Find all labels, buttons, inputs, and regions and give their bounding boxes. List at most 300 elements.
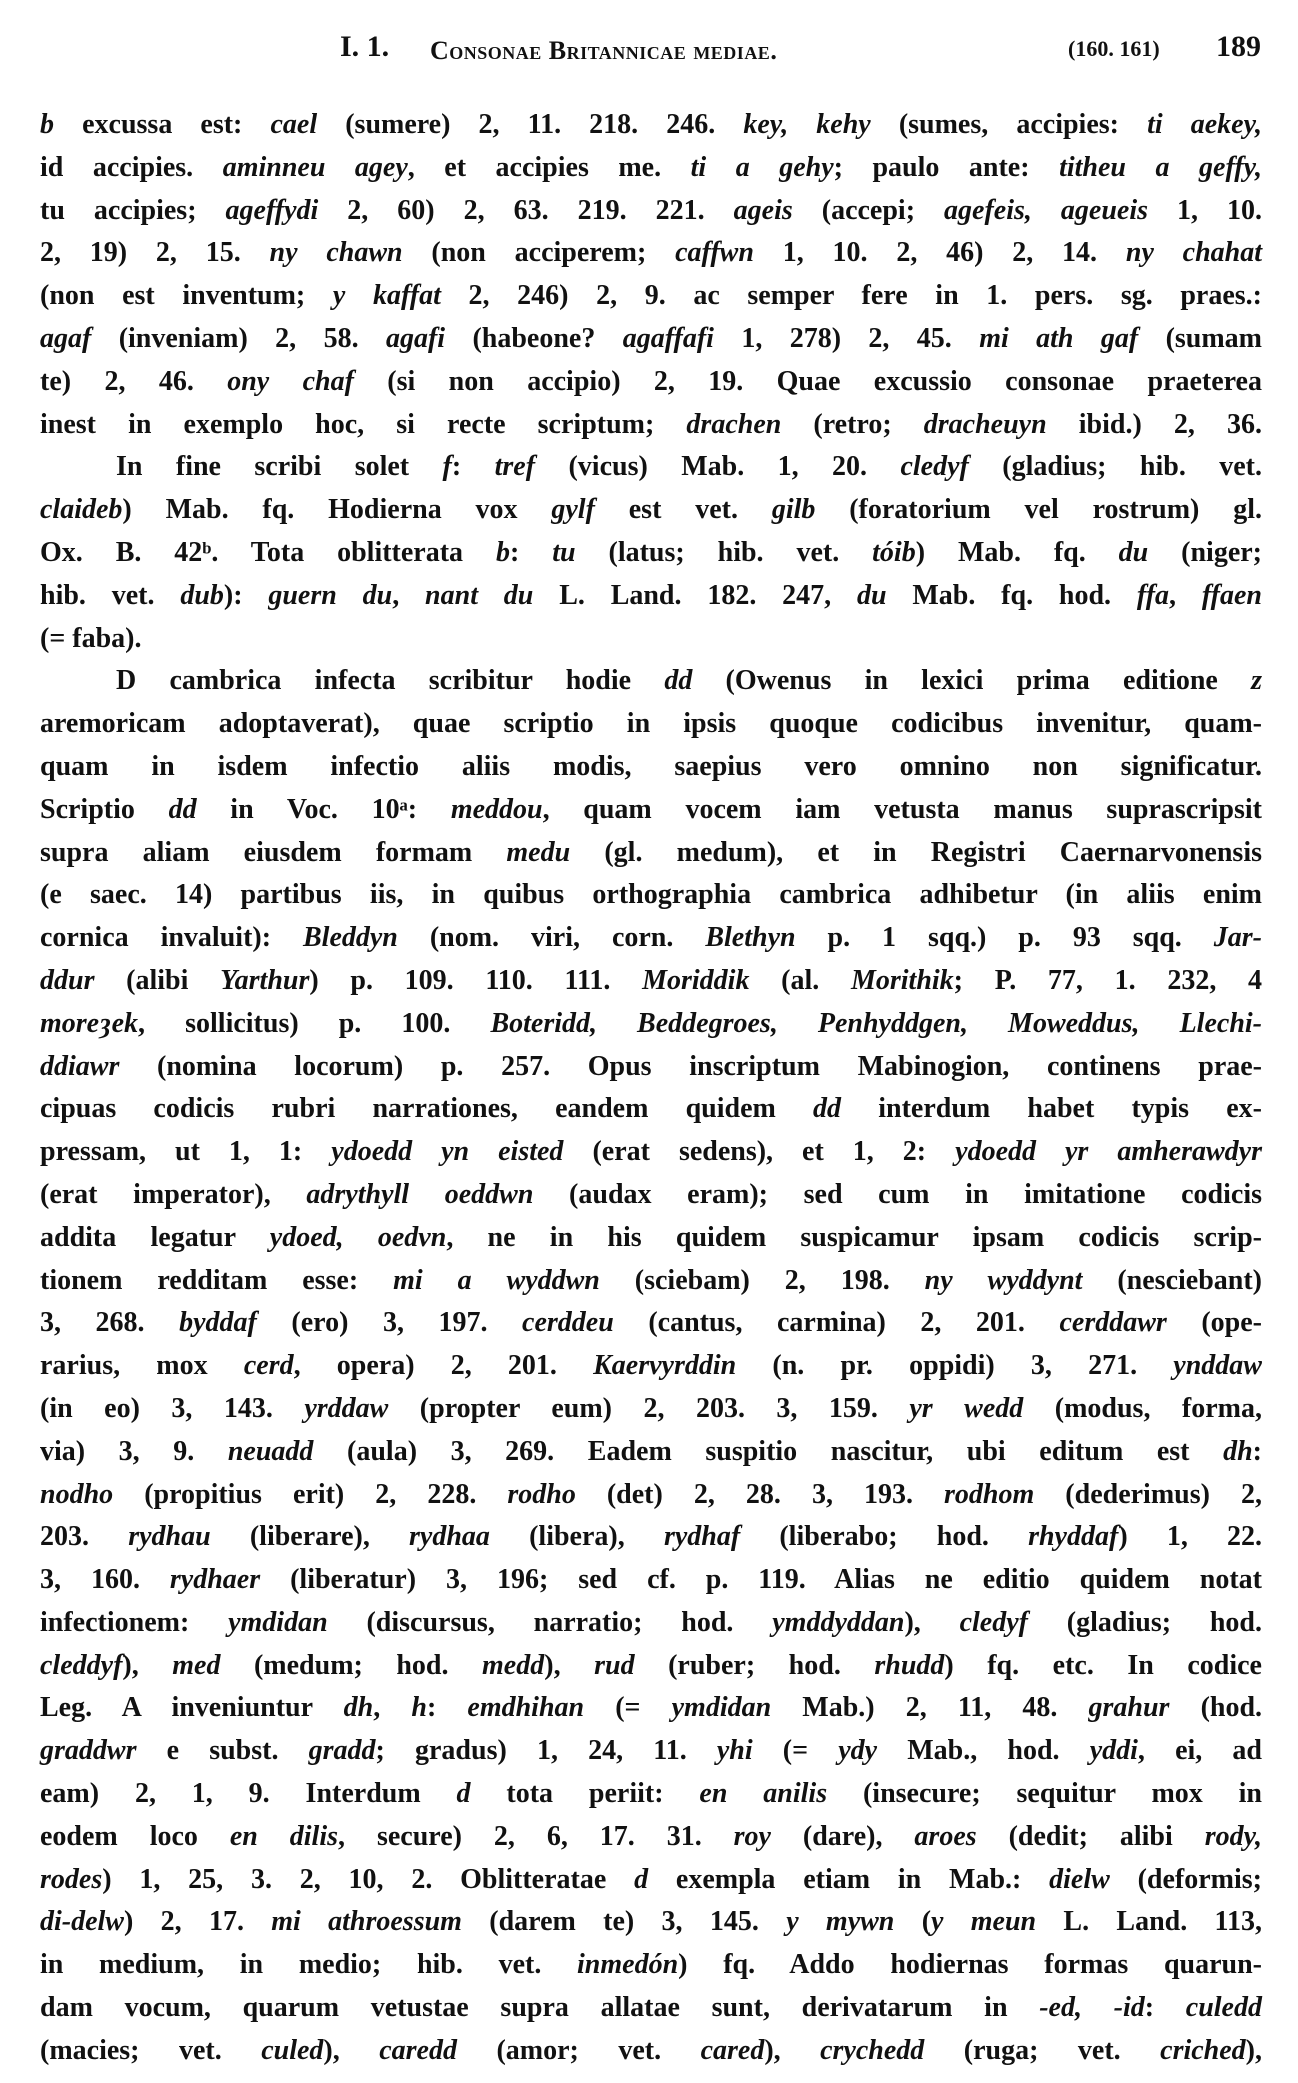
- italic-term: rud: [594, 1649, 635, 1681]
- text-run: (nesciebant): [1082, 1264, 1263, 1296]
- italic-term: rydhau: [128, 1521, 211, 1553]
- text-run: (Owenus in lexici prima editione: [692, 665, 1252, 697]
- text-run: ) Mab. fq.: [915, 536, 1119, 568]
- text-run: e subst.: [136, 1735, 309, 1767]
- text-line: [40, 404, 1262, 447]
- italic-term: f: [442, 451, 452, 483]
- text-run: :: [451, 451, 495, 483]
- text-line: [40, 318, 1262, 361]
- text-run: dam vocum, quarum vetustae supra allatae sunt, derivatarum in: [40, 1992, 1040, 2024]
- italic-term: caffwn: [675, 237, 754, 269]
- italic-term: criched: [1160, 2034, 1246, 2066]
- text-line: [40, 1474, 1262, 1517]
- italic-term: rodho: [507, 1478, 576, 1510]
- italic-term: key, kehy: [743, 109, 871, 140]
- italic-term: en anilis: [699, 1778, 828, 1810]
- italic-term: cared: [700, 2034, 765, 2066]
- italic-term: cledyf: [959, 1606, 1028, 1638]
- text-run: tionem redditam esse:: [40, 1264, 394, 1296]
- italic-term: cerddeu: [522, 1307, 614, 1339]
- text-run: 1, 10.: [1148, 194, 1262, 226]
- text-run: (si non accipio) 2, 19. Quae excussio consonae praeterea: [353, 365, 1262, 397]
- text-run: via) 3, 9.: [40, 1435, 228, 1467]
- text-line: [40, 1773, 1262, 1816]
- text-run: 3, 160.: [40, 1564, 170, 1596]
- text-run: (vicus) Mab. 1, 20.: [535, 451, 901, 483]
- text-run: ,: [373, 1692, 412, 1724]
- italic-term: Morithik: [850, 964, 954, 996]
- text-run: aremoricam adoptaverat), quae scriptio in ipsis quoque codicibus invenitur, quam-: [40, 708, 1262, 740]
- italic-term: guern du: [268, 579, 393, 611]
- text-run: ) p. 109. 110. 111.: [309, 964, 643, 996]
- text-run: (insecure; sequitur mox in: [827, 1778, 1262, 1810]
- text-run: Mab. fq. hod.: [886, 579, 1137, 611]
- text-line: [40, 660, 1262, 703]
- text-line: [40, 1302, 1262, 1345]
- text-run: (deformis;: [1109, 1863, 1263, 1895]
- text-run: (alibi: [94, 964, 221, 996]
- italic-term: z: [1251, 665, 1263, 697]
- text-run: (amor; vet.: [456, 2034, 701, 2066]
- italic-term: aminneu agey: [222, 151, 408, 183]
- text-run: (gladius; hod.: [1027, 1606, 1262, 1638]
- text-run: (foratorium vel rostrum) gl.: [815, 494, 1262, 526]
- text-line: [40, 489, 1262, 532]
- italic-term: du: [856, 579, 887, 611]
- text-run: (propitius erit) 2, 228.: [113, 1478, 508, 1510]
- text-run: (n. pr. oppidi) 3, 271.: [736, 1350, 1174, 1382]
- italic-term: ydoedd yr amherawdyr: [955, 1136, 1262, 1168]
- italic-term: ymdidan: [671, 1692, 772, 1724]
- text-run: supra aliam eiusdem formam: [40, 836, 507, 868]
- italic-term: -ed, -id: [1039, 1992, 1145, 2024]
- italic-term: ydoed, oedvn: [269, 1221, 447, 1253]
- text-run: (sumes, accipies:: [870, 109, 1148, 140]
- italic-term: h: [411, 1692, 427, 1724]
- text-run: (libera),: [489, 1521, 664, 1553]
- italic-term: dh: [343, 1692, 374, 1724]
- text-run: Mab., hod.: [877, 1735, 1090, 1767]
- text-run: (non est inventum;: [40, 280, 333, 312]
- text-line: [40, 1516, 1262, 1559]
- text-run: (accepi;: [792, 194, 945, 226]
- italic-term: dd: [813, 1093, 842, 1125]
- italic-term: agaf: [40, 322, 92, 354]
- text-run: (sciebam) 2, 198.: [599, 1264, 925, 1296]
- text-run: (=: [752, 1735, 839, 1767]
- italic-term: crychedd: [820, 2034, 925, 2066]
- text-run: ),: [1245, 2034, 1262, 2066]
- text-run: excussa est:: [54, 109, 271, 140]
- text-run: Leg. A inveniuntur: [40, 1692, 344, 1724]
- italic-term: ddur: [40, 964, 95, 996]
- text-run: cornica invaluit):: [40, 922, 303, 954]
- italic-term: tref: [494, 451, 536, 483]
- body-text: [40, 104, 1262, 2073]
- text-run: est vet.: [594, 494, 772, 526]
- italic-term: rydhaf: [663, 1521, 741, 1553]
- text-run: quam in isdem infectio aliis modis, saepius vero omnino non significatur.: [40, 750, 1262, 782]
- text-run: (propter eum) 2, 203. 3, 159.: [388, 1392, 910, 1424]
- italic-term: cael: [270, 109, 318, 140]
- text-line: [40, 1003, 1262, 1046]
- italic-term: nodho: [40, 1478, 114, 1510]
- text-line: [40, 618, 1262, 661]
- running-header: [0, 30, 1298, 78]
- italic-term: culed: [261, 2034, 324, 2066]
- italic-term: di-delw: [40, 1906, 124, 1938]
- text-run: (retro;: [781, 408, 924, 440]
- italic-term: b: [495, 536, 510, 568]
- italic-term: med: [172, 1649, 221, 1681]
- italic-term: ageffydi: [225, 194, 319, 226]
- text-run: ) 1, 25, 3. 2, 10, 2. Oblitteratae: [102, 1863, 635, 1895]
- italic-term: Yarthur: [220, 964, 310, 996]
- italic-term: Blethyn: [705, 922, 796, 954]
- italic-term: cledyf: [900, 451, 969, 483]
- text-line: [40, 1559, 1262, 1602]
- text-line: [40, 1431, 1262, 1474]
- italic-term: medd: [482, 1649, 545, 1681]
- text-line: [40, 1217, 1262, 1260]
- text-line: [40, 1645, 1262, 1688]
- italic-term: mi ath gaf: [979, 322, 1139, 354]
- italic-term: Bleddyn: [303, 922, 398, 954]
- italic-term: ny chahat: [1125, 237, 1263, 269]
- italic-term: gylf: [551, 494, 595, 526]
- italic-term: rodhom: [944, 1478, 1035, 1510]
- italic-term: ti a gehy: [690, 151, 834, 183]
- text-run: exempla etiam in Mab.:: [648, 1863, 1050, 1895]
- text-run: te) 2, 46.: [40, 365, 228, 397]
- italic-term: ny chawn: [269, 237, 403, 269]
- text-run: Ox. B. 42ᵇ. Tota oblitterata: [40, 536, 496, 568]
- text-run: p. 1 sqq.) p. 93 sqq.: [795, 922, 1214, 954]
- text-run: , ne in his quidem suspicamur ipsam codicis scrip-: [446, 1221, 1262, 1253]
- italic-term: ffaen: [1201, 579, 1263, 611]
- text-run: (cantus, carmina) 2, 201.: [613, 1307, 1060, 1339]
- italic-term: ffa: [1136, 579, 1170, 611]
- text-run: 2, 19) 2, 15.: [40, 237, 270, 269]
- italic-term: neuadd: [227, 1435, 314, 1467]
- italic-term: dd: [168, 793, 197, 825]
- text-run: (nomina locorum) p. 257. Opus inscriptum Mabinogion, continens prae-: [119, 1050, 1262, 1082]
- italic-term: tóib: [872, 536, 916, 568]
- italic-term: dh: [1223, 1435, 1253, 1467]
- text-run: In fine scribi solet: [116, 451, 443, 483]
- text-run: eam) 2, 1, 9. Interdum: [40, 1778, 457, 1810]
- text-run: L. Land. 113,: [1036, 1906, 1263, 1938]
- text-run: pressam, ut 1, 1:: [40, 1136, 332, 1168]
- text-line: [40, 832, 1262, 875]
- italic-term: tu: [552, 536, 576, 568]
- text-run: L. Land. 182. 247,: [533, 579, 857, 611]
- italic-term: graddwr: [40, 1735, 137, 1767]
- italic-term: agefeis, ageueis: [944, 194, 1148, 226]
- italic-term: yr wedd: [909, 1392, 1024, 1424]
- text-run: (e saec. 14) partibus iis, in quibus orthographia cambrica adhibetur (in aliis enim: [40, 879, 1262, 911]
- text-run: ) Mab. fq. Hodierna vox: [122, 494, 552, 526]
- italic-term: ti aekey,: [1147, 109, 1262, 140]
- text-run: 203.: [40, 1521, 129, 1553]
- italic-term: agafi: [385, 322, 446, 354]
- text-run: , opera) 2, 201.: [293, 1350, 594, 1382]
- italic-term: Boteridd, Beddegroes, Penhyddgen, Moweddus, Llechi-: [490, 1007, 1262, 1039]
- text-line: [40, 1944, 1262, 1987]
- text-run: (det) 2, 28. 3, 193.: [575, 1478, 945, 1510]
- italic-term: cleddyf: [40, 1649, 123, 1681]
- italic-term: ddiawr: [40, 1050, 120, 1082]
- text-run: ):: [223, 579, 269, 611]
- text-line: [40, 1174, 1262, 1217]
- text-line: [40, 532, 1262, 575]
- text-run: (habeone?: [445, 322, 623, 354]
- text-run: (ero) 3, 197.: [256, 1307, 523, 1339]
- text-line: [40, 703, 1262, 746]
- italic-term: y mywn: [786, 1906, 895, 1938]
- text-line: [40, 190, 1262, 233]
- text-run: in Voc. 10ᵃ:: [196, 793, 451, 825]
- text-run: inest in exemplo hoc, si recte scriptum;: [40, 408, 687, 440]
- text-run: hib. vet.: [40, 579, 181, 611]
- italic-term: culedd: [1185, 1992, 1262, 2024]
- text-run: (gl. medum), et in Registri Caernarvonensis: [570, 836, 1262, 868]
- text-run: (: [894, 1906, 932, 1938]
- italic-term: roy: [733, 1820, 771, 1852]
- text-run: cipuas codicis rubri narrationes, eandem quidem: [40, 1093, 814, 1125]
- text-run: (ruga; vet.: [924, 2034, 1161, 2066]
- text-run: tu accipies;: [40, 194, 226, 226]
- italic-term: mi a wyddwn: [393, 1264, 600, 1296]
- text-run: :: [1144, 1992, 1186, 2024]
- italic-term: ymdidan: [228, 1606, 328, 1638]
- text-run: 1, 278) 2, 45.: [713, 322, 980, 354]
- italic-term: grahur: [1088, 1692, 1170, 1724]
- text-run: infectionem:: [40, 1606, 229, 1638]
- italic-term: ynddaw: [1173, 1350, 1262, 1382]
- italic-term: rydhaa: [409, 1521, 490, 1553]
- text-line: [40, 1816, 1262, 1859]
- text-line: [40, 232, 1262, 275]
- text-run: (in eo) 3, 143.: [40, 1392, 305, 1424]
- text-run: (al.: [749, 964, 851, 996]
- text-line: [40, 1687, 1262, 1730]
- text-run: (audax eram); sed cum in imitatione codicis: [533, 1178, 1262, 1210]
- text-run: (non acciperem;: [402, 237, 676, 269]
- italic-term: rhudd: [874, 1649, 945, 1681]
- text-line: [40, 917, 1262, 960]
- text-run: ),: [544, 1649, 595, 1681]
- italic-term: yrddaw: [304, 1392, 389, 1424]
- text-run: (=: [584, 1692, 672, 1724]
- italic-term: cerddawr: [1059, 1307, 1167, 1339]
- italic-term: du: [1118, 536, 1149, 568]
- italic-term: adrythyll oeddwn: [306, 1178, 534, 1210]
- text-run: rarius, mox: [40, 1350, 244, 1382]
- text-run: ),: [904, 1606, 960, 1638]
- italic-term: y meun: [931, 1906, 1037, 1938]
- text-run: , secure) 2, 6, 17. 31.: [338, 1820, 734, 1852]
- text-line: [40, 446, 1262, 489]
- italic-term: ageis: [733, 194, 793, 226]
- text-run: ),: [323, 2034, 380, 2066]
- italic-term: Jar-: [1213, 922, 1262, 954]
- text-line: [40, 1088, 1262, 1131]
- text-line: [40, 1602, 1262, 1645]
- text-run: Mab.) 2, 11, 48.: [771, 1692, 1089, 1724]
- text-line: [40, 1388, 1262, 1431]
- italic-term: aroes: [914, 1820, 977, 1852]
- text-run: (darem te) 3, 145.: [461, 1906, 787, 1938]
- italic-term: en dilis: [229, 1820, 339, 1852]
- text-run: (hod.: [1169, 1692, 1263, 1724]
- italic-term: medu: [506, 836, 571, 868]
- text-run: , ei, ad: [1137, 1735, 1263, 1767]
- text-line: [40, 1131, 1262, 1174]
- italic-term: nant du: [425, 579, 534, 611]
- text-run: (discursus, narratio; hod.: [327, 1606, 773, 1638]
- text-line: [40, 1730, 1262, 1773]
- text-run: :: [1252, 1435, 1262, 1467]
- text-run: , et accipies me.: [407, 151, 691, 183]
- italic-term: caredd: [379, 2034, 457, 2066]
- italic-term: yhi: [716, 1735, 753, 1767]
- text-run: D cambrica infecta scribitur hodie: [116, 665, 665, 697]
- running-title: Consonae Britannicae mediae.: [430, 36, 778, 65]
- italic-term: cerd: [243, 1350, 294, 1382]
- text-run: , quam vocem iam vetusta manus suprascripsit: [542, 793, 1263, 825]
- italic-term: ny wyddynt: [924, 1264, 1083, 1296]
- italic-term: ony chaf: [227, 365, 354, 397]
- text-line: [40, 1046, 1262, 1089]
- text-line: [40, 1901, 1262, 1944]
- text-line: [40, 147, 1262, 190]
- italic-term: byddaf: [179, 1307, 257, 1339]
- text-run: (ope-: [1166, 1307, 1263, 1339]
- text-run: (erat sedens), et 1, 2:: [563, 1136, 956, 1168]
- text-run: (macies; vet.: [40, 2034, 262, 2066]
- text-run: ),: [764, 2034, 821, 2066]
- text-line: [40, 1859, 1262, 1902]
- text-run: ,: [1169, 579, 1202, 611]
- text-run: (erat imperator),: [40, 1178, 307, 1210]
- text-run: ),: [122, 1649, 173, 1681]
- text-run: ) 2, 17.: [124, 1906, 272, 1938]
- italic-term: yddi: [1089, 1735, 1138, 1767]
- italic-term: drachen: [686, 408, 782, 440]
- text-run: tota periit:: [470, 1778, 700, 1810]
- italic-term: gilb: [771, 494, 816, 526]
- text-run: (nom. viri, corn.: [397, 922, 706, 954]
- text-run: (latus; hib. vet.: [575, 536, 873, 568]
- page-number: 189: [1216, 30, 1261, 63]
- italic-term: inmedón: [577, 1949, 679, 1981]
- text-run: (dedit; alibi: [976, 1820, 1205, 1852]
- text-run: (sumam: [1138, 322, 1263, 354]
- text-line: [40, 275, 1262, 318]
- text-run: (sumere) 2, 11. 218. 246.: [317, 109, 744, 140]
- text-run: 1, 10. 2, 46) 2, 14.: [753, 237, 1126, 269]
- italic-term: gradd: [308, 1735, 376, 1767]
- text-run: , sollicitus) p. 100.: [138, 1007, 491, 1039]
- text-run: 3, 268.: [40, 1307, 180, 1339]
- italic-term: dd: [664, 665, 693, 697]
- italic-term: d: [634, 1863, 649, 1895]
- text-run: addita legatur: [40, 1221, 270, 1253]
- italic-term: rhyddaf: [1028, 1521, 1119, 1553]
- italic-term: b: [40, 109, 54, 140]
- italic-term: claideb: [40, 494, 123, 526]
- italic-term: ymddyddan: [772, 1606, 905, 1638]
- italic-term: rody,: [1204, 1820, 1262, 1852]
- text-line: [40, 104, 1262, 147]
- italic-term: d: [456, 1778, 471, 1810]
- text-line: [40, 789, 1262, 832]
- italic-term: ydy: [838, 1735, 878, 1767]
- text-line: [40, 1987, 1262, 2030]
- text-run: id accipies.: [40, 151, 223, 183]
- text-line: [40, 746, 1262, 789]
- text-run: (inveniam) 2, 58.: [91, 322, 386, 354]
- text-run: (liberabo; hod.: [740, 1521, 1029, 1553]
- italic-term: ydoedd yn eisted: [331, 1136, 564, 1168]
- text-run: interdum habet typis ex-: [841, 1093, 1262, 1125]
- italic-term: meddou: [450, 793, 543, 825]
- text-line: [40, 2030, 1262, 2073]
- text-run: (niger;: [1148, 536, 1263, 568]
- text-run: ; paulo ante:: [833, 151, 1060, 183]
- text-run: ) 1, 22.: [1118, 1521, 1263, 1553]
- text-run: (gladius; hib. vet.: [968, 451, 1263, 483]
- text-line: [40, 960, 1262, 1003]
- text-run: eodem loco: [40, 1820, 230, 1852]
- italic-term: dielw: [1049, 1863, 1110, 1895]
- text-run: (liberare),: [210, 1521, 410, 1553]
- text-line: [40, 1345, 1262, 1388]
- text-run: (aula) 3, 269. Eadem suspitio nascitur, ubi editum est: [313, 1435, 1224, 1467]
- italic-term: rydhaer: [169, 1564, 261, 1596]
- italic-term: agaffafi: [622, 322, 714, 354]
- text-run: ibid.) 2, 36.: [1046, 408, 1262, 440]
- text-run: ) fq. Addo hodiernas formas quarun-: [678, 1949, 1262, 1981]
- paragraph-reference: (160. 161): [1068, 36, 1160, 61]
- text-run: (dare),: [770, 1820, 915, 1852]
- italic-term: moreȝek: [40, 1007, 139, 1039]
- text-line: [40, 361, 1262, 404]
- text-run: :: [509, 536, 553, 568]
- text-run: (dederimus) 2,: [1034, 1478, 1262, 1510]
- italic-term: y kaffat: [332, 280, 441, 312]
- text-run: in medium, in medio; hib. vet.: [40, 1949, 578, 1981]
- text-line: [40, 1260, 1262, 1303]
- text-run: :: [426, 1692, 468, 1724]
- text-run: (ruber; hod.: [634, 1649, 875, 1681]
- italic-term: titheu a geffy,: [1059, 151, 1262, 183]
- section-number: I. 1.: [340, 30, 390, 63]
- text-run: (medum; hod.: [220, 1649, 483, 1681]
- italic-term: mi athroessum: [271, 1906, 462, 1938]
- text-line: [40, 575, 1262, 618]
- text-run: ; P. 77, 1. 232, 4: [953, 964, 1263, 996]
- text-run: 2, 246) 2, 9. ac semper fere in 1. pers. sg. praes.:: [440, 280, 1262, 312]
- italic-term: Moriddik: [642, 964, 750, 996]
- italic-term: Kaervyrddin: [593, 1350, 737, 1382]
- italic-term: rodes: [40, 1863, 103, 1895]
- italic-term: dub: [180, 579, 224, 611]
- text-run: ; gradus) 1, 24, 11.: [375, 1735, 717, 1767]
- text-run: (modus, forma,: [1023, 1392, 1262, 1424]
- text-run: (= faba).: [40, 622, 142, 654]
